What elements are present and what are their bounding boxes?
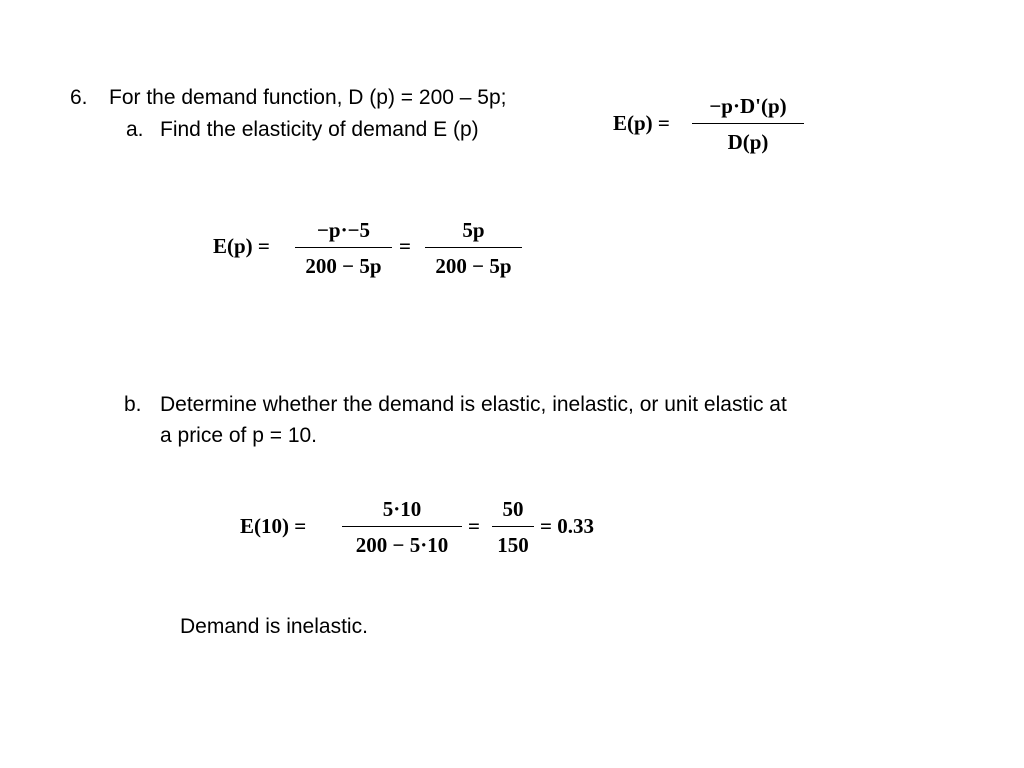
part-b-line-1: Determine whether the demand is elastic, inelastic, or unit elastic at (160, 393, 787, 416)
part-a-fraction-1-denominator: 200 − 5p (305, 254, 382, 278)
part-b-fraction-1-bar (342, 526, 462, 527)
part-a-fraction-2-denominator: 200 − 5p (435, 254, 512, 278)
part-a-fraction-1-numerator: −p·−5 (316, 218, 371, 242)
part-b-fraction-2-numerator: 50 (502, 497, 524, 521)
part-b-equals: = (468, 514, 480, 538)
part-b-fraction-1 (342, 497, 462, 557)
formula-fraction-bar (692, 123, 804, 124)
part-b-fraction-2-denominator: 150 (497, 533, 529, 557)
part-a-fraction-2 (425, 218, 522, 278)
part-a-fraction-1-bar (295, 247, 392, 248)
part-b-fraction-1-numerator: 5·10 (382, 497, 422, 521)
part-a-equals: = (399, 234, 411, 258)
part-b-fraction-2 (492, 497, 534, 557)
conclusion: Demand is inelastic. (180, 615, 368, 638)
part-b-line-2: a price of p = 10. (160, 424, 318, 447)
part-b-fraction-2-bar (492, 526, 534, 527)
formula-denominator: D(p) (727, 130, 769, 154)
part-a-fraction-2-bar (425, 247, 522, 248)
part-a-fraction-2-numerator: 5p (462, 218, 485, 242)
formula-lhs: E(p) = (613, 111, 670, 135)
part-b-marker: b. (124, 393, 142, 416)
part-a-lhs: E(p) = (213, 234, 270, 258)
part-b-lhs: E(10) = (240, 514, 307, 538)
part-a-fraction-1 (295, 218, 392, 278)
part-a-text: Find the elasticity of demand E (p) (160, 118, 479, 141)
formula-numerator: −p·D'(p) (709, 94, 787, 118)
problem-statement: For the demand function, D (p) = 200 – 5p; (109, 86, 507, 109)
part-b-result: = 0.33 (540, 514, 594, 538)
part-b-fraction-1-denominator: 200 − 5·10 (355, 533, 449, 557)
part-a-marker: a. (126, 118, 144, 141)
problem-number: 6. (70, 86, 88, 109)
formula-fraction (692, 94, 804, 154)
